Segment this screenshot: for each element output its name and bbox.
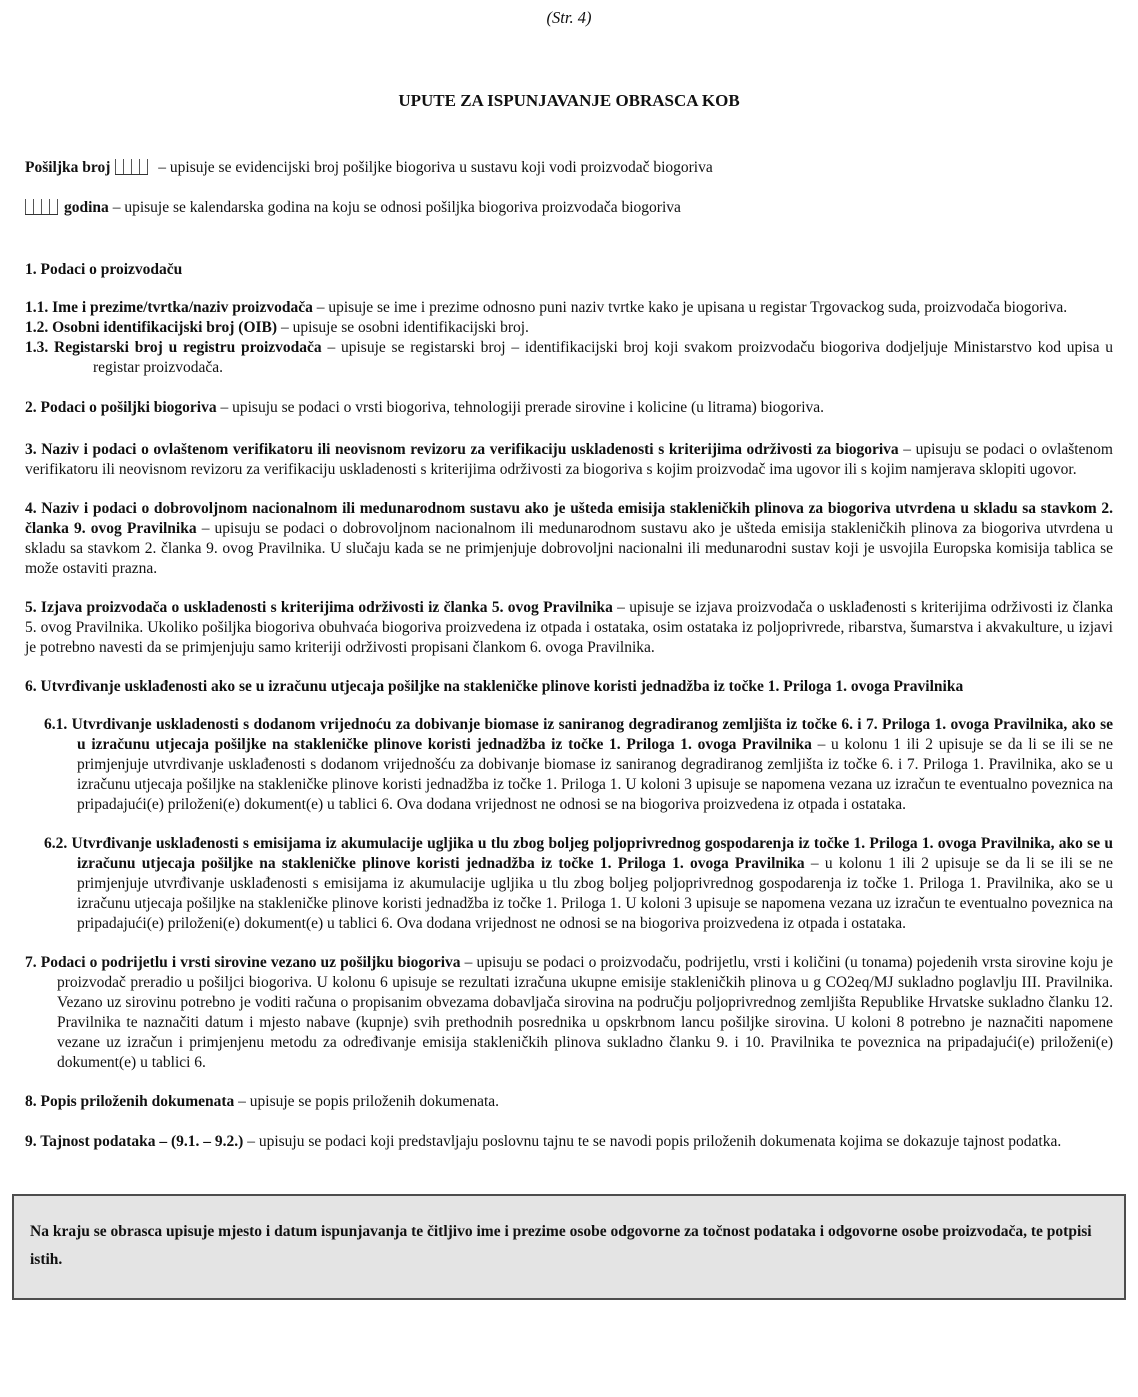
section-1-1-title: 1.1. Ime i prezime/tvrtka/naziv proizvodača — [25, 299, 313, 316]
section-1-title: 1. Podaci o proizvodaču — [25, 261, 183, 278]
section-1-3-text: – upisuje se registarski broj – identifikacijski broj koji svakom proizvodaču biogoriva dodjeljuje Ministarstvo kod upisa u registar proizvodača. — [93, 339, 1113, 376]
section-1-sublist — [25, 298, 1113, 378]
section-6-1 — [44, 715, 1113, 815]
footer-note-box — [12, 1194, 1126, 1300]
section-6-2-title: 6.2. Utvrđivanje usklađenosti s emisijama iz akumulacije ugljika u tlu zbog boljeg poljoprivrednog gospodarenja iz točke 1. Priloga 1. ovoga Pravilnika, ako se u izračunu utjecaja pošiljke na stakleničke plinove koristi jednadžba iz točke 1. Priloga 1. ovoga Pravilnika — [44, 835, 1113, 872]
section-6-2-text: – u kolonu 1 ili 2 upisuje se da li se ili se ne primjenjuje utvrđivanje usklađenosti s emisijama iz akumulacije ugljika u tlu zbog boljeg poljoprivrednog gospodarenja iz točke 1. Priloga 1. Pravilnika, ako se u izračunu utjecaja pošiljke na stakleničke plinove koristi jednadžba iz točke 1. Priloga 1. U koloni 3 upisuje se napomena vezana uz izračun te eventualno poveznica na pripadajući(e) priloženi(e) dokument(e) u tablici 6. Ova dodana vrijednost ne odnosi se na biogoriva proizvedena iz otpada i ostataka. — [77, 855, 1113, 932]
section-6-heading — [25, 677, 1113, 697]
section-2 — [25, 398, 1113, 418]
document-page — [25, 8, 1113, 1300]
section-5 — [25, 598, 1113, 658]
field-godina — [25, 198, 1113, 218]
section-1-heading — [25, 260, 1113, 280]
posiljka-broj-label: Pošiljka broj — [25, 159, 111, 176]
page-number-note: (Str. 4) — [546, 8, 592, 27]
section-7-text: – upisuju se podaci o proizvodaču, podrijetlu, vrsti i količini (u tonama) pojedenih vrsta sirovine koju je proizvodač preradio u pošiljci biogoriva. U kolonu 6 upisuje se rezultati izračuna ukupne emisije stakleničkih plinova u g CO2eq/MJ sukladno poglavlju III. Pravilnika. Vezano uz sirovinu potrebno je voditi računa o propisanim obvezama dobavljača sirovina na području poljoprivrednog zemljišta Republike Hrvatske sukladno članku 12. Pravilnika te naznačiti datum i mjesto nabave (kupnje) svih prethodnih posrednika u opskrbnom lancu pošiljke sirovina. U koloni 8 potrebno je naznačiti napomene vezane uz izračun i primjenjenu metodu za određivanje emisija stakleničkih plinova sukladno članku 9. i 10. Pravilnika te poveznica na pripadajući(e) priloženi(e) dokument(e) u tablici 6. — [57, 954, 1113, 1071]
posiljka-broj-description: – upisuje se evidencijski broj pošiljke biogoriva u sustavu koji vodi proizvodač biogoriva — [154, 159, 713, 176]
section-7 — [25, 953, 1113, 1073]
section-1-3 — [25, 338, 1113, 378]
section-4-text: – upisuju se podaci o dobrovoljnom nacionalnom ili medunarodnom sustavu ako je ušteda emisija stakleničkih plinova za biogoriva utvrdena u skladu sa stavkom 2. članka 9. ovog Pravilnika. U slučaju kada se ne primjenjuje dobrovoljni nacionalni ili medunarodni sustav koji je usvojila Europska komisija tablica se može ostaviti prazna. — [25, 520, 1113, 577]
section-1-1 — [25, 298, 1113, 318]
posiljka-broj-tally-cells — [115, 159, 148, 175]
page-title: UPUTE ZA ISPUNJAVANJE OBRASCA KOB — [398, 91, 740, 110]
section-1-2-text: – upisuje se osobni identifikacijski broj. — [277, 319, 529, 336]
section-6-1-text: – u kolonu 1 ili 2 upisuje se da li se ili se ne primjenjuje utvrdivanje usklađenosti s dodanom vrijednošću za dobivanje biomase iz saniranog degradiranog zemljišta iz točke 6. i 7. Priloga 1. Pravilnika, ako se u izračunu utjecaja pošiljke na stakleničke plinove koristi jednadžba iz točke 1. Priloga 1. U koloni 3 upisuje se napomena vezana uz izračun te eventualno poveznica na pripadajući(e) priloženi(e) dokument(e) u tablici 6. Ova dodana vrijednost ne odnosi se na biogoriva proizvedena iz otpada i ostataka. — [77, 736, 1113, 813]
footer-note-text: Na kraju se obrasca upisuje mjesto i datum ispunjavanja te čitljivo ime i prezime osobe odgovorne za točnost podataka i odgovorne osobe proizvodača, te potpisi istih. — [30, 1223, 1092, 1268]
section-1-1-text: – upisuje se ime i prezime odnosno puni naziv tvrtke kako je upisana u registar Trgovackog suda, proizvodača biogoriva. — [312, 299, 1068, 316]
section-9-title: 9. Tajnost podataka – (9.1. – 9.2.) — [25, 1133, 244, 1150]
section-6-2 — [44, 834, 1113, 934]
section-5-text: – upisuje se izjava proizvodača o usklađenosti s kriterijima održivosti iz članka 5. ovog Pravilnika. Ukoliko pošiljka biogoriva obuhvaća biogoriva proizvedena iz otpada i ostataka, osim ostataka iz poljoprivrede, ribarstva, šumarstva i akvakulture, u izjavi je potrebno navesti da se primjenjuju samo kriteriji održivosti propisani člankom 6. ovoga Pravilnika. — [25, 599, 1113, 656]
section-8-text: – upisuje se popis priloženih dokumenata. — [234, 1093, 500, 1110]
godina-label: godina — [64, 199, 109, 216]
godina-tally-cells — [25, 199, 58, 215]
section-8 — [25, 1092, 1113, 1112]
section-1-2-title: 1.2. Osobni identifikacijski broj (OIB) — [25, 319, 278, 336]
section-3-text: – upisuju se podaci o ovlaštenom verifikatoru ili neovisnom revizoru za verifikaciju uskladenosti s kriterijima održivosti za biogoriva s kojim proizvodač ima ugovor ili s kojim namjerava sklopiti ugovor. — [25, 441, 1113, 478]
section-2-text: – upisuju se podaci o vrsti biogoriva, tehnologiji prerade sirovine i kolicine (u litrama) biogoriva. — [216, 399, 825, 416]
section-7-title: 7. Podaci o podrijetlu i vrsti sirovine vezano uz pošiljku biogoriva — [25, 954, 461, 971]
section-3-title: 3. Naziv i podaci o ovlaštenom verifikatoru ili neovisnom revizoru za verifikaciju uskladenosti s kriterijima održivosti za biogoriva — [25, 441, 899, 458]
section-3 — [25, 440, 1113, 480]
godina-description: – upisuje se kalendarska godina na koju se odnosi pošiljka biogoriva proizvodača biogoriva — [108, 199, 681, 216]
section-4 — [25, 499, 1113, 579]
field-posiljka-broj — [25, 158, 1113, 178]
section-2-title: 2. Podaci o pošiljki biogoriva — [25, 399, 217, 416]
section-5-title: 5. Izjava proizvodača o uskladenosti s kriterijima održivosti iz članka 5. ovog Pravilnika — [25, 599, 613, 616]
section-9 — [25, 1132, 1113, 1152]
section-6-title: 6. Utvrđivanje usklađenosti ako se u izračunu utjecaja pošiljke na stakleničke plinove koristi jednadžba iz točke 1. Priloga 1. ovoga Pravilnika — [25, 678, 964, 695]
section-1-3-title: 1.3. Registarski broj u registru proizvodača — [25, 339, 322, 356]
section-1-2 — [25, 318, 1113, 338]
section-6-1-title: 6.1. Utvrdivanje uskladenosti s dodanom vrijednoću za dobivanje biomase iz saniranog degradiranog zemljišta iz točke 6. i 7. Priloga 1. ovoga Pravilnika, ako se u izračunu utjecaja pošiljke na stakleničke plinove koristi jednadžba iz točke 1. Priloga 1. ovoga Pravilnika — [44, 716, 1113, 753]
section-4-title: 4. Naziv i podaci o dobrovoljnom nacionalnom ili medunarodnom sustavu ako je ušteda emisija stakleničkih plinova za biogoriva utvrdena u skladu sa stavkom 2. članka 9. ovog Pravilnika — [25, 500, 1113, 537]
section-9-text: – upisuju se podaci koji predstavljaju poslovnu tajnu te se navodi popis priloženih dokumenata kojima se dokazuje tajnost podatka. — [243, 1133, 1062, 1150]
section-8-title: 8. Popis priloženih dokumenata — [25, 1093, 235, 1110]
